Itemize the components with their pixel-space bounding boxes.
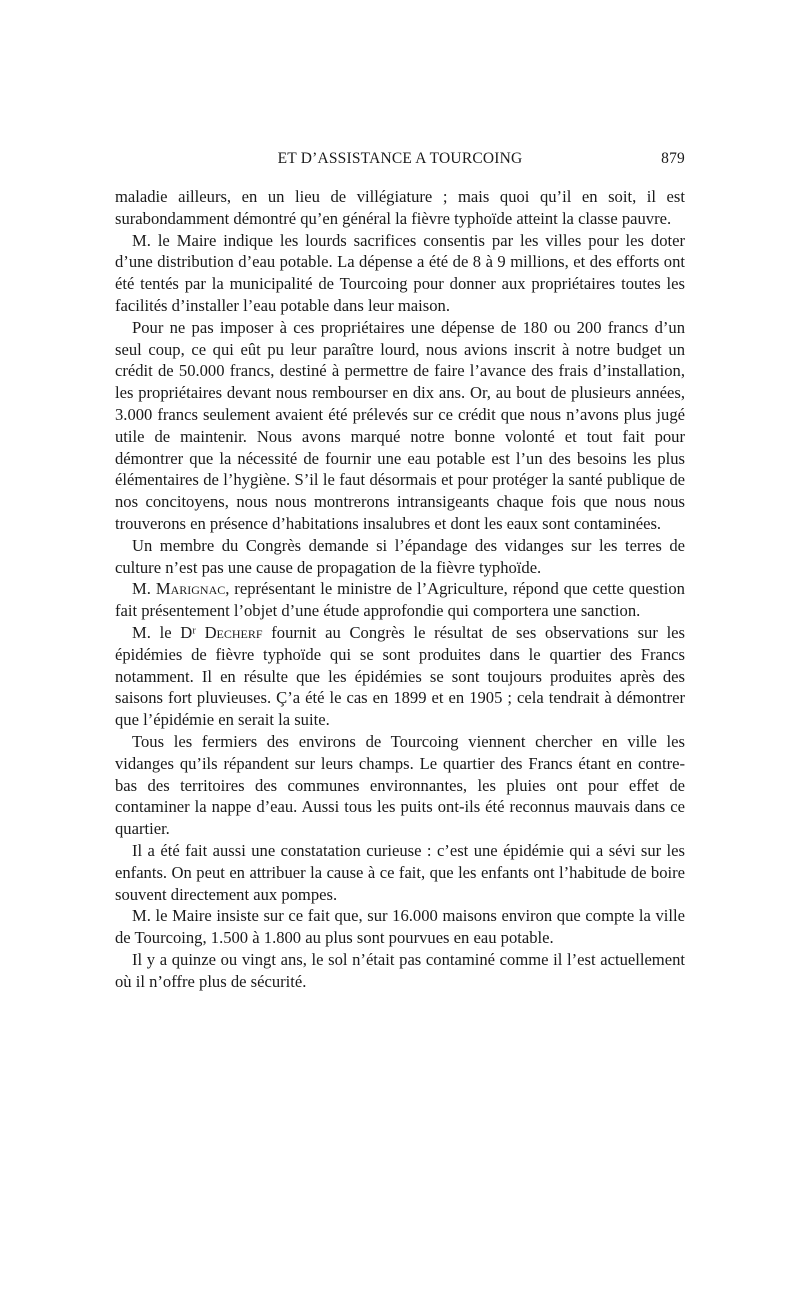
- paragraph-text: fournit au Congrès le résultat de ses observations sur les épidémies de fièvre typhoïde qui se sont produites dans le quartier des Francs notamment. Il en résulte que les épidémies se sont toujours produites après des saisons fort pluvieuses. Ç’a été le cas en 1899 et en 1905 ; cela tendrait à démontrer que l’épidémie en serait la suite.: [115, 622, 685, 730]
- paragraph: [115, 186, 685, 230]
- paragraph-text: Il a été fait aussi une constatation curieuse : c’est une épidémie qui a sévi sur les enfants. On peut en attribuer la cause à ce fait, que les enfants ont l’habitude de boire souvent directement aux pompes.: [115, 840, 685, 904]
- paragraph: [115, 317, 685, 535]
- running-title: ET D’ASSISTANCE A TOURCOING: [277, 150, 523, 167]
- paragraph: [115, 230, 685, 317]
- paragraph-text: M. le Maire insiste sur ce fait que, sur 16.000 maisons environ que compte la ville de Tourcoing, 1.500 à 1.800 au plus sont pourvues en eau potable.: [115, 906, 685, 948]
- paragraph-text: M. le Maire indique les lourds sacrifices consentis par les villes pour les doter d’une distribution d’eau potable. La dépense a été de 8 à 9 millions, et des efforts ont été tentés par la municipalité de Tourcoing pour donner aux propriétaires toutes les facilités d’installer l’eau potable dans leur maison.: [115, 230, 685, 315]
- paragraph-text: Un membre du Congrès demande si l’épandage des vidanges sur les terres de culture n’est pas une cause de propagation de la fièvre typhoïde.: [115, 535, 685, 577]
- speaker-name: Decherf: [204, 622, 263, 642]
- paragraph: [115, 731, 685, 840]
- paragraph: [115, 840, 685, 905]
- paragraph: [115, 622, 685, 731]
- paragraph: [115, 578, 685, 622]
- paragraph-text: Il y a quinze ou vingt ans, le sol n’était pas contaminé comme il l’est actuellement où il n’offre plus de sécurité.: [115, 949, 685, 991]
- page-number: 879: [661, 150, 685, 167]
- paragraph-prefix: M.: [132, 579, 156, 599]
- book-page: [115, 150, 685, 992]
- paragraph-text: Pour ne pas imposer à ces propriétaires une dépense de 180 ou 200 francs d’un seul coup, ce qui eût pu leur paraître lourd, nous avions inscrit à notre budget un crédit de 50.000 francs, destiné à permettre de faire l’avance des frais d’installation, les propriétaires devant nous rembourser en dix ans. Or, au bout de plusieurs années, 3.000 francs seulement avaient été prélevés sur ce crédit que nous n’avons plus jugé utile de maintenir. Nous avons marqué notre bonne volonté et tout fait pour démontrer que la nécessité de fournir une eau potable est l’un des besoins les plus élémentaires de l’hygiène. S’il le faut désormais et pour protéger la santé publique de nos concitoyens, nous nous montrerons intransigeants chaque fois que nous nous trouverons en présence d’habitations insalubres et dont les eaux sont contaminées.: [115, 317, 685, 533]
- paragraph-prefix: M. le Dʳ: [132, 622, 205, 642]
- paragraph-text: maladie ailleurs, en un lieu de villégiature ; mais quoi qu’il en soit, il est surabondamment démontré qu’en général la fièvre typhoïde atteint la classe pauvre.: [115, 187, 685, 228]
- running-head: [115, 150, 685, 174]
- paragraph-text: Tous les fermiers des environs de Tourcoing viennent chercher en ville les vidanges qu’ils répandent sur leurs champs. Le quartier des Francs étant en contre-bas des territoires des communes environnantes, les pluies ont pour effet de contaminer la nappe d’eau. Aussi tous les puits ont-ils été reconnus mauvais dans ce quartier.: [115, 731, 685, 839]
- speaker-name: Marignac: [155, 579, 226, 599]
- paragraph: [115, 535, 685, 579]
- paragraph: [115, 949, 685, 993]
- paragraph-text: , représentant le ministre de l’Agriculture, répond que cette question fait présentement l’objet d’une étude approfondie qui comportera une sanction.: [115, 579, 685, 621]
- body-text: [115, 186, 685, 992]
- paragraph: [115, 905, 685, 949]
